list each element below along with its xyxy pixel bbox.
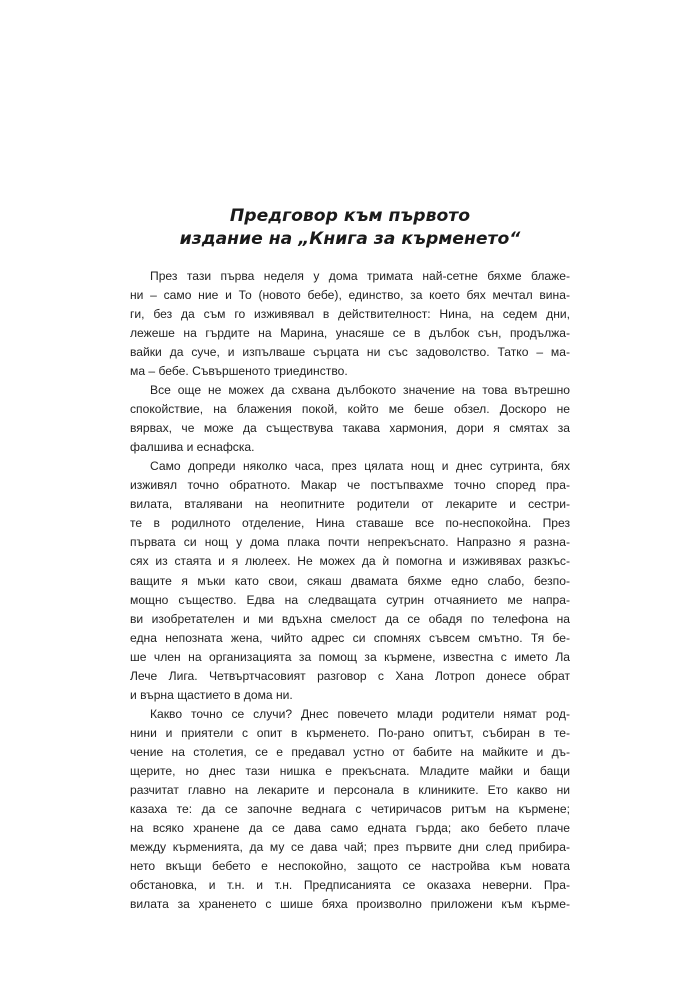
text-line: Какво точно се случи? Днес повечето млади родители нямат род- <box>150 706 570 721</box>
text-line: една непозната жена, чийто адрес си спомнях съвсем смътно. Тя бе- <box>130 630 570 645</box>
text-line: сях из стаята и я люлеех. Не можех да ѝ помогна и изживявах разкъс- <box>130 554 570 569</box>
text-line: ви изобретателен и ми вдъхна смелост да се обадя по телефона на <box>130 611 570 626</box>
text-line: обстановка, и т.н. и т.н. Предписанията се оказаха неверни. Пра- <box>130 878 570 892</box>
text-line: и върна щастието в дома ни. <box>130 687 293 702</box>
text-line: вярвах, че може да съществува такава хармония, дори я смятах за <box>130 421 570 436</box>
chapter-heading <box>150 205 550 251</box>
text-line: ше член на организацията за помощ за кърмене, известна с името Ла <box>130 649 570 664</box>
text-line: вилата за храненето с шише бяха произволно приложени към кърме- <box>130 897 570 912</box>
text-line: Все още не можех да схвана дълбокото значение на това вътрешно <box>150 383 570 398</box>
text-line: нето вкъщи бебето е неспокойно, защото се настройва към новата <box>130 858 570 873</box>
text-line: ни – само ние и То (новото бебе), единство, за което бях мечтал вина- <box>130 288 570 303</box>
text-line: чение на столетия, се е предавал устно от бабите на майките и дъ- <box>130 744 570 759</box>
text-line: вайки да суче, и изпълваше сърцата ни със задоволство. Татко – ма- <box>130 345 570 360</box>
text-line: първата си нощ у дома плака почти непрекъснато. Напразно я разна- <box>130 535 570 550</box>
paragraph <box>130 381 570 457</box>
text-line: мощно същество. Едва на следващата сутрин отчаянието ме напра- <box>130 592 570 607</box>
body-text <box>130 267 570 914</box>
text-line: През тази първа неделя у дома тримата най-сетне бяхме блаже- <box>150 269 570 283</box>
text-line: Само допреди няколко часа, през цялата нощ и днес сутринта, бях <box>150 459 570 474</box>
text-line: спокойствие, на блажения покой, който ме беше обзел. Доскоро не <box>130 402 570 417</box>
paragraph <box>130 267 570 381</box>
text-line: ги, без да съм го изживявал в действителност: Нина, на седем дни, <box>130 307 570 322</box>
text-line: те в родилното отделение, Нина ставаше все по-неспокойна. През <box>130 516 570 531</box>
text-line: изживял точно обратното. Макар че постъпвахме точно според пра- <box>130 478 570 493</box>
heading-line-1: Предговор към първото <box>229 206 471 226</box>
text-line: вилата, вталявани на неопитните родители от лекарите и сестри- <box>130 497 570 512</box>
text-line: лежеше на гърдите на Марина, унасяше се в дълбок сън, продължа- <box>130 326 570 341</box>
paragraph <box>130 705 570 914</box>
text-line: Лече Лига. Четвъртчасовият разговор с Хана Лотроп донесе обрат <box>130 668 570 683</box>
text-line: нини и приятели с опит в кърменето. По-рано опитът, събиран в те- <box>130 725 570 740</box>
paragraph <box>130 457 570 704</box>
text-line: фалшива и еснафска. <box>130 440 255 455</box>
text-line: ващите я мъки като свои, сякаш двамата бяхме едно слабо, безпо- <box>130 573 570 588</box>
text-line: ма – бебе. Съвършеното триединство. <box>130 364 348 379</box>
text-line: разчитат главно на лекарите и персонала в клиниките. Ето какво ни <box>130 782 570 797</box>
text-line: казаха те: да се започне веднага с четиричасов ритъм на кърмене; <box>130 801 570 816</box>
heading-line-2: издание на „Книга за кърменето“ <box>179 229 521 249</box>
text-line: на всяко хранене да се дава само едната гърда; ако бебето плаче <box>130 820 570 835</box>
text-line: между кърменията, да му се дава чай; през първите дни след прибира- <box>130 839 570 854</box>
text-line: щерите, но днес тази нишка е прекъсната. Младите майки и бащи <box>130 763 570 778</box>
